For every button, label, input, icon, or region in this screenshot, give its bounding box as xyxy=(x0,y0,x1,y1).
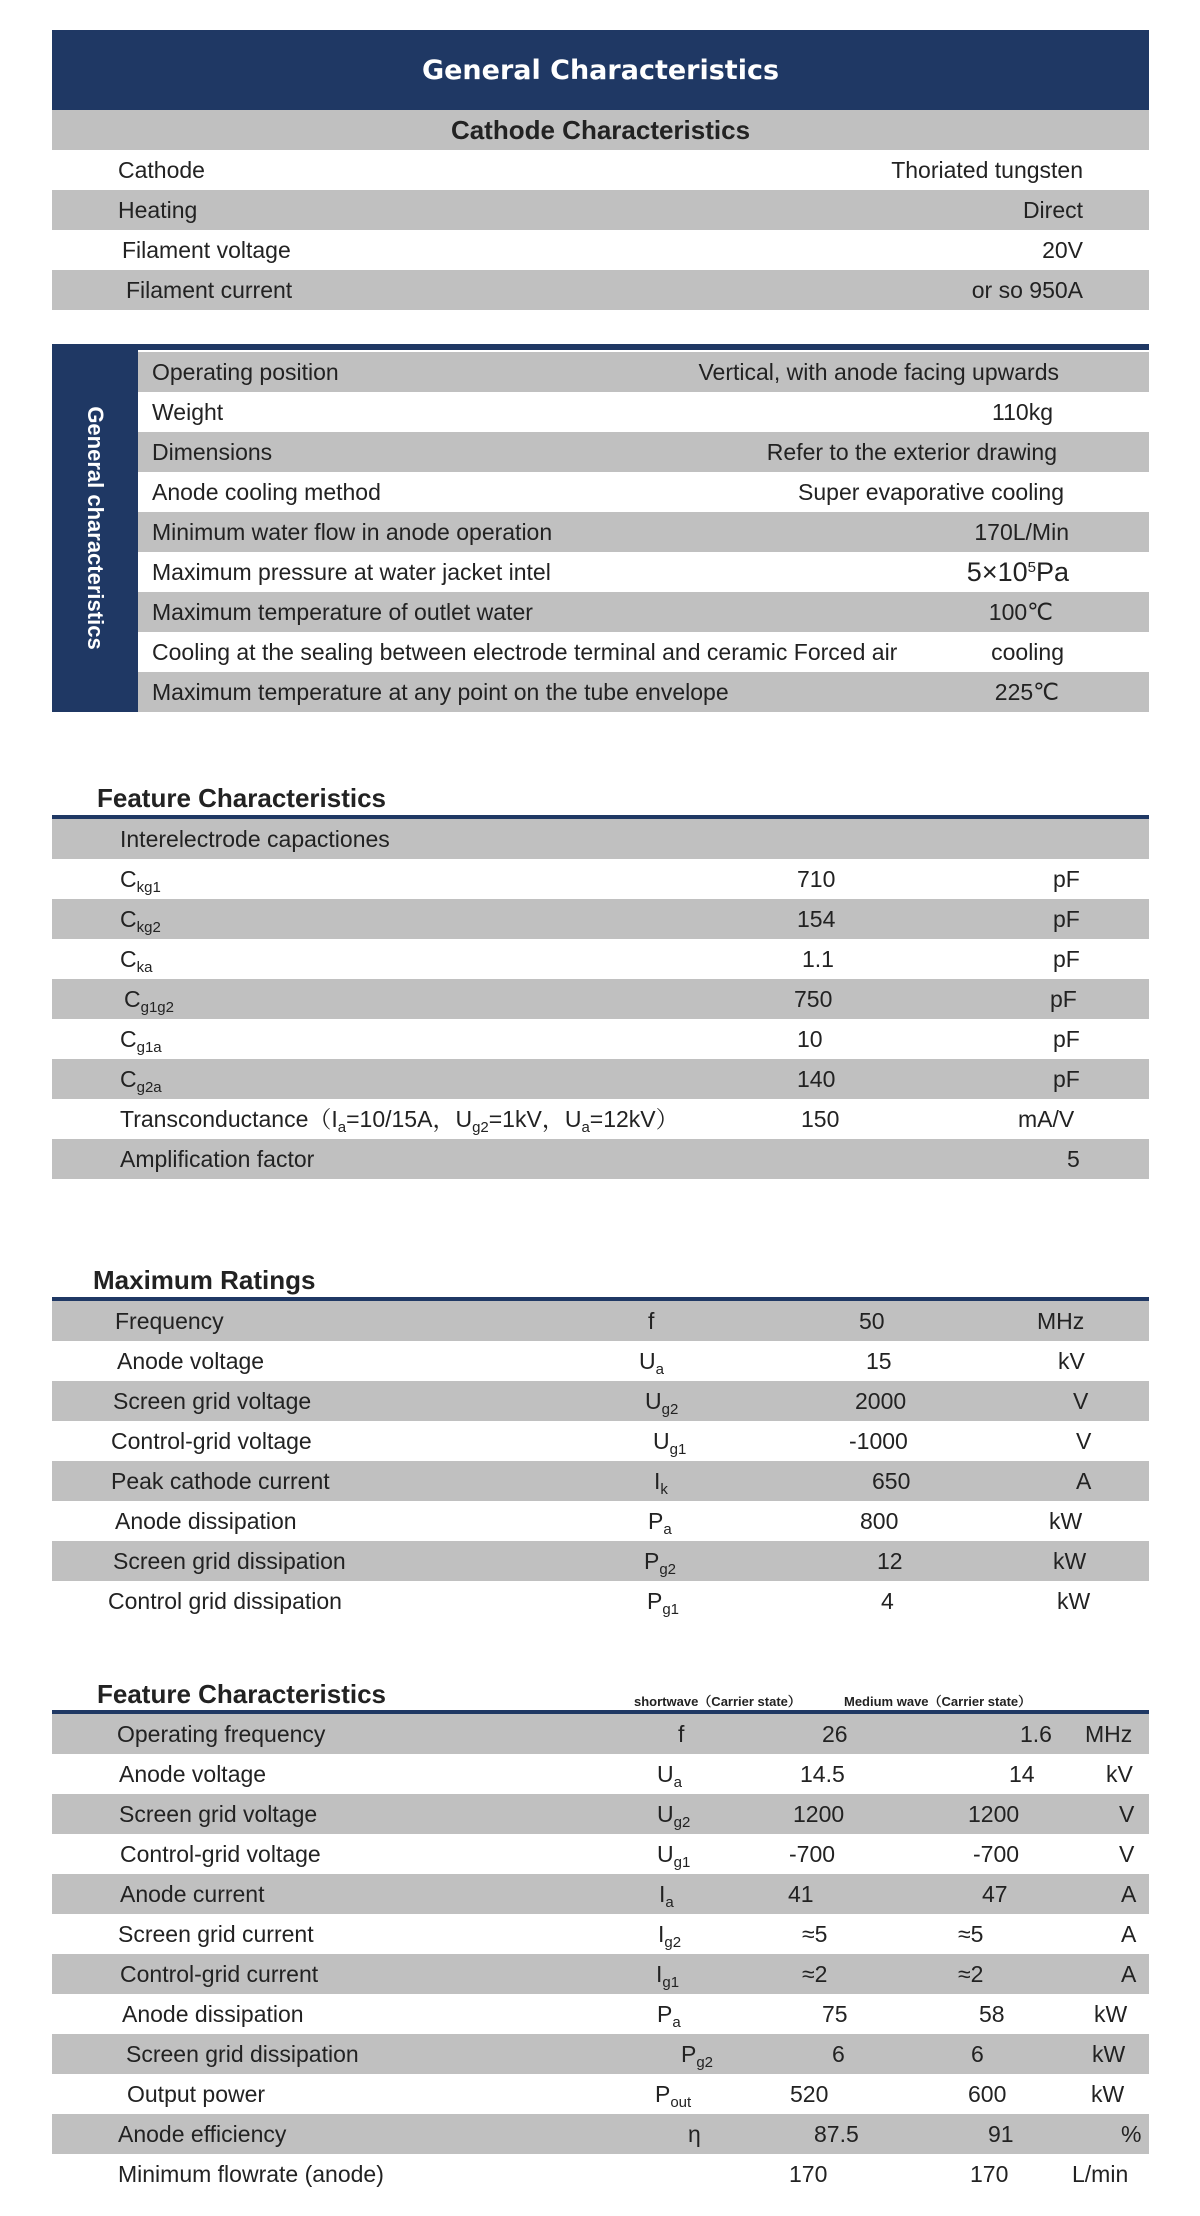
capacitance-row xyxy=(52,939,1149,979)
mediumwave-value: 47 xyxy=(982,1881,1008,1907)
operating-symbol: $U_{g2}$ xyxy=(657,1801,691,1831)
general-row xyxy=(138,512,1149,552)
rating-unit: kV xyxy=(1058,1348,1085,1374)
shortwave-value: 26 xyxy=(822,1721,848,1747)
capacitance-row xyxy=(52,899,1149,939)
transconductance-label: $Transconductance(I_a=10/15A$，$U_{g2}=1kV$，$U_a=12kV$） xyxy=(120,1106,679,1136)
general-label: Maximum pressure at water jacket intel xyxy=(152,559,551,585)
rating-value: -1000 xyxy=(849,1428,908,1454)
rating-row xyxy=(52,1461,1149,1501)
rating-unit: MHz xyxy=(1037,1308,1085,1334)
general-value: $5\times 10^5Pa$ xyxy=(966,557,1069,587)
cathode-label: Heating xyxy=(118,197,198,223)
operating-label: Screen grid current xyxy=(118,1921,314,1947)
operating-unit: kW xyxy=(1092,2041,1126,2067)
shortwave-value: 75 xyxy=(822,2001,848,2027)
rating-row xyxy=(52,1421,1149,1461)
rating-symbol: $P_a$ xyxy=(648,1508,672,1538)
capacitance-unit: pF xyxy=(1053,906,1080,932)
capacitance-row xyxy=(52,859,1149,899)
rating-label: Peak cathode current xyxy=(111,1468,330,1494)
capacitance-unit: pF xyxy=(1053,946,1080,972)
rating-value: 4 xyxy=(881,1588,894,1614)
operating-label: Anode efficiency xyxy=(118,2121,287,2147)
feature-section-title: Feature Characteristics xyxy=(97,783,387,813)
rating-symbol: f xyxy=(648,1308,655,1334)
transconductance-row xyxy=(52,1099,1149,1139)
rating-symbol: $U_{g2}$ xyxy=(645,1388,679,1418)
capacitance-unit: pF xyxy=(1050,986,1077,1012)
operating-label: Anode current xyxy=(120,1881,265,1907)
operating-symbol: $P_a$ xyxy=(657,2001,681,2031)
cathode-value: Thoriated tungsten xyxy=(891,157,1083,183)
general-row xyxy=(138,592,1149,632)
rating-symbol: $U_a$ xyxy=(639,1348,664,1378)
general-row xyxy=(138,472,1149,512)
cathode-row xyxy=(52,150,1149,190)
rating-unit: A xyxy=(1076,1468,1092,1494)
shortwave-value: 520 xyxy=(790,2081,829,2107)
shortwave-value: 6 xyxy=(832,2041,845,2067)
operating-symbol: $U_a$ xyxy=(657,1761,682,1791)
general-value: 100℃ xyxy=(988,599,1053,625)
general-row xyxy=(138,432,1149,472)
general-value: 225℃ xyxy=(994,679,1059,705)
rating-unit: kW xyxy=(1057,1588,1091,1614)
general-row xyxy=(138,672,1149,712)
shortwave-value: 1200 xyxy=(793,1801,845,1827)
rating-symbol: $P_{g1}$ xyxy=(647,1588,680,1618)
operating-label: Control-grid current xyxy=(120,1961,319,1987)
cathode-label: Filament voltage xyxy=(122,237,291,263)
rating-unit: kW xyxy=(1049,1508,1083,1534)
capacitance-symbol: $C_{kg2}$ xyxy=(120,906,161,936)
operating-unit: MHz xyxy=(1085,1721,1133,1747)
mediumwave-value: 1200 xyxy=(968,1801,1020,1827)
general-label: Operating position xyxy=(152,359,339,385)
operating-unit: kW xyxy=(1091,2081,1125,2107)
general-label: Weight xyxy=(152,399,224,425)
operating-row xyxy=(52,1874,1149,1914)
rating-row xyxy=(52,1581,1149,1621)
rating-label: Screen grid voltage xyxy=(113,1388,312,1414)
operating-label: Control-grid voltage xyxy=(120,1841,321,1867)
amplification-value: 5 xyxy=(1067,1146,1080,1172)
column-heading-shortwave: shortwave（Carrier state） xyxy=(634,1694,801,1709)
operating-label: Screen grid voltage xyxy=(119,1801,318,1827)
cathode-section-title: Cathode Characteristics xyxy=(52,110,1149,150)
rating-unit: kW xyxy=(1053,1548,1087,1574)
mediumwave-value: ≈2 xyxy=(958,1961,984,1987)
rating-symbol: $U_{g1}$ xyxy=(653,1428,687,1458)
capacitance-symbol: $C_{kg1}$ xyxy=(120,866,161,896)
operating-symbol: $I_a$ xyxy=(659,1881,674,1911)
capacitance-unit: pF xyxy=(1053,1066,1080,1092)
rating-symbol: $I_k$ xyxy=(654,1468,668,1498)
mediumwave-value: 6 xyxy=(971,2041,984,2067)
mediumwave-value: -700 xyxy=(973,1841,1020,1867)
rating-label: Anode voltage xyxy=(117,1348,265,1374)
rating-row xyxy=(52,1381,1149,1421)
capacitance-value: 10 xyxy=(797,1026,823,1052)
operating-symbol: $P_{out}$ xyxy=(655,2081,692,2111)
capacitance-row xyxy=(52,979,1149,1019)
operating-label: Output power xyxy=(127,2081,266,2107)
transconductance-value: 150 xyxy=(801,1106,840,1132)
shortwave-value: 87.5 xyxy=(814,2121,859,2147)
shortwave-value: 170 xyxy=(789,2161,828,2187)
amplification-label: Amplification factor xyxy=(120,1146,315,1172)
operating-unit: V xyxy=(1119,1801,1135,1827)
operating-row xyxy=(52,2154,1149,2194)
general-label: Maximum temperature of outlet water xyxy=(152,599,533,625)
operating-label: Operating frequency xyxy=(117,1721,326,1747)
mediumwave-value: 170 xyxy=(970,2161,1009,2187)
general-label: Anode cooling method xyxy=(152,479,381,505)
general-value: Refer to the exterior drawing xyxy=(766,439,1057,465)
operating-symbol: $P_{g2}$ xyxy=(681,2041,714,2071)
operating-label: Screen grid dissipation xyxy=(126,2041,359,2067)
amplification-row xyxy=(52,1139,1149,1179)
rating-value: 50 xyxy=(859,1308,885,1334)
capacitance-symbol: $C_{g1a}$ xyxy=(120,1026,162,1056)
operating-symbol: $U_{g1}$ xyxy=(657,1841,691,1871)
operating-unit: L/min xyxy=(1072,2161,1129,2187)
capacitance-value: 750 xyxy=(794,986,833,1012)
operating-row xyxy=(52,1954,1149,1994)
operating-symbol: η xyxy=(688,2121,701,2147)
transconductance-unit: mA/V xyxy=(1018,1106,1075,1132)
general-side-label: General characteristics xyxy=(83,406,108,650)
operating-label: Anode dissipation xyxy=(122,2001,304,2027)
page-title: General Characteristics xyxy=(52,30,1149,110)
column-heading-mediumwave: Medium wave（Carrier state） xyxy=(844,1694,1032,1709)
capacitance-heading-row xyxy=(52,819,1149,859)
operating-row xyxy=(52,1754,1149,1794)
operating-unit: kW xyxy=(1094,2001,1128,2027)
rating-unit: V xyxy=(1076,1428,1092,1454)
rating-unit: V xyxy=(1073,1388,1089,1414)
cathode-label: Cathode xyxy=(118,157,205,183)
rating-label: Control-grid voltage xyxy=(111,1428,312,1454)
mediumwave-value: 600 xyxy=(968,2081,1007,2107)
general-label: Minimum water flow in anode operation xyxy=(152,519,553,545)
ratings-section-title: Maximum Ratings xyxy=(93,1265,316,1295)
capacitance-row xyxy=(52,1059,1149,1099)
operating-label: Minimum flowrate (anode) xyxy=(118,2161,384,2187)
general-label: Cooling at the sealing between electrode terminal and ceramic Forced air xyxy=(152,639,898,665)
general-value: Super evaporative cooling xyxy=(798,479,1064,505)
rating-value: 12 xyxy=(877,1548,903,1574)
general-value: cooling xyxy=(991,639,1064,665)
cathode-value: or so 950A xyxy=(971,277,1083,303)
general-value: Vertical, with anode facing upwards xyxy=(698,359,1059,385)
capacitance-symbol: $C_{ka}$ xyxy=(120,946,153,976)
shortwave-value: -700 xyxy=(789,1841,836,1867)
mediumwave-value: ≈5 xyxy=(958,1921,984,1947)
operating-row xyxy=(52,1994,1149,2034)
general-label: Dimensions xyxy=(152,439,273,465)
general-label: Maximum temperature at any point on the tube envelope xyxy=(152,679,729,705)
operating-row xyxy=(52,2074,1149,2114)
operating-label: Anode voltage xyxy=(119,1761,267,1787)
cathode-value: Direct xyxy=(1022,197,1083,223)
operating-symbol: $I_{g2}$ xyxy=(658,1921,682,1951)
rating-row xyxy=(52,1501,1149,1541)
operating-symbol: $I_{g1}$ xyxy=(656,1961,680,1991)
capacitance-value: 710 xyxy=(797,866,836,892)
operating-row xyxy=(52,1914,1149,1954)
general-top-rule xyxy=(52,344,1149,350)
cathode-value: 20V xyxy=(1042,237,1083,263)
operating-row xyxy=(52,1714,1149,1754)
rating-label: Screen grid dissipation xyxy=(113,1548,346,1574)
mediumwave-value: 91 xyxy=(988,2121,1014,2147)
rating-value: 15 xyxy=(866,1348,892,1374)
shortwave-value: ≈2 xyxy=(802,1961,828,1987)
mediumwave-value: 14 xyxy=(1009,1761,1035,1787)
rating-value: 2000 xyxy=(855,1388,907,1414)
capacitance-symbol: $C_{g1g2}$ xyxy=(124,986,174,1016)
general-value: 110kg xyxy=(992,399,1053,425)
operating-row xyxy=(52,2114,1149,2154)
rating-label: Anode dissipation xyxy=(115,1508,297,1534)
cathode-row xyxy=(52,190,1149,230)
feature2-section-title: Feature Characteristics xyxy=(97,1679,387,1709)
capacitance-value: 154 xyxy=(797,906,836,932)
capacitance-unit: pF xyxy=(1053,1026,1080,1052)
mediumwave-value: 1.6 xyxy=(1020,1721,1052,1747)
rating-row xyxy=(52,1341,1149,1381)
rating-value: 650 xyxy=(872,1468,911,1494)
general-value: 170L/Min xyxy=(974,519,1069,545)
cathode-row xyxy=(52,270,1149,310)
capacitance-row xyxy=(52,1019,1149,1059)
shortwave-value: ≈5 xyxy=(802,1921,828,1947)
rating-row xyxy=(52,1301,1149,1341)
shortwave-value: 14.5 xyxy=(800,1761,845,1787)
rating-label: Control grid dissipation xyxy=(108,1588,342,1614)
operating-symbol: f xyxy=(678,1721,685,1747)
general-row xyxy=(138,632,1149,672)
operating-unit: V xyxy=(1119,1841,1135,1867)
operating-unit: A xyxy=(1121,1921,1137,1947)
capacitance-value: 1.1 xyxy=(802,946,834,972)
general-row xyxy=(138,352,1149,392)
operating-unit: A xyxy=(1121,1881,1137,1907)
operating-row xyxy=(52,1834,1149,1874)
operating-row xyxy=(52,2034,1149,2074)
rating-symbol: $P_{g2}$ xyxy=(644,1548,677,1578)
rating-row xyxy=(52,1541,1149,1581)
capacitance-unit: pF xyxy=(1053,866,1080,892)
mediumwave-value: 58 xyxy=(979,2001,1005,2027)
cathode-row xyxy=(52,230,1149,270)
cathode-label: Filament current xyxy=(126,277,293,303)
operating-unit: % xyxy=(1121,2121,1142,2147)
operating-row xyxy=(52,1794,1149,1834)
rating-label: Frequency xyxy=(115,1308,224,1334)
shortwave-value: 41 xyxy=(788,1881,814,1907)
capacitance-heading: Interelectrode capactiones xyxy=(120,826,390,852)
capacitance-symbol: $C_{g2a}$ xyxy=(120,1066,162,1096)
operating-unit: kV xyxy=(1106,1761,1133,1787)
capacitance-value: 140 xyxy=(797,1066,836,1092)
operating-unit: A xyxy=(1121,1961,1137,1987)
general-row xyxy=(138,392,1149,432)
rating-value: 800 xyxy=(860,1508,899,1534)
general-row xyxy=(138,552,1149,592)
